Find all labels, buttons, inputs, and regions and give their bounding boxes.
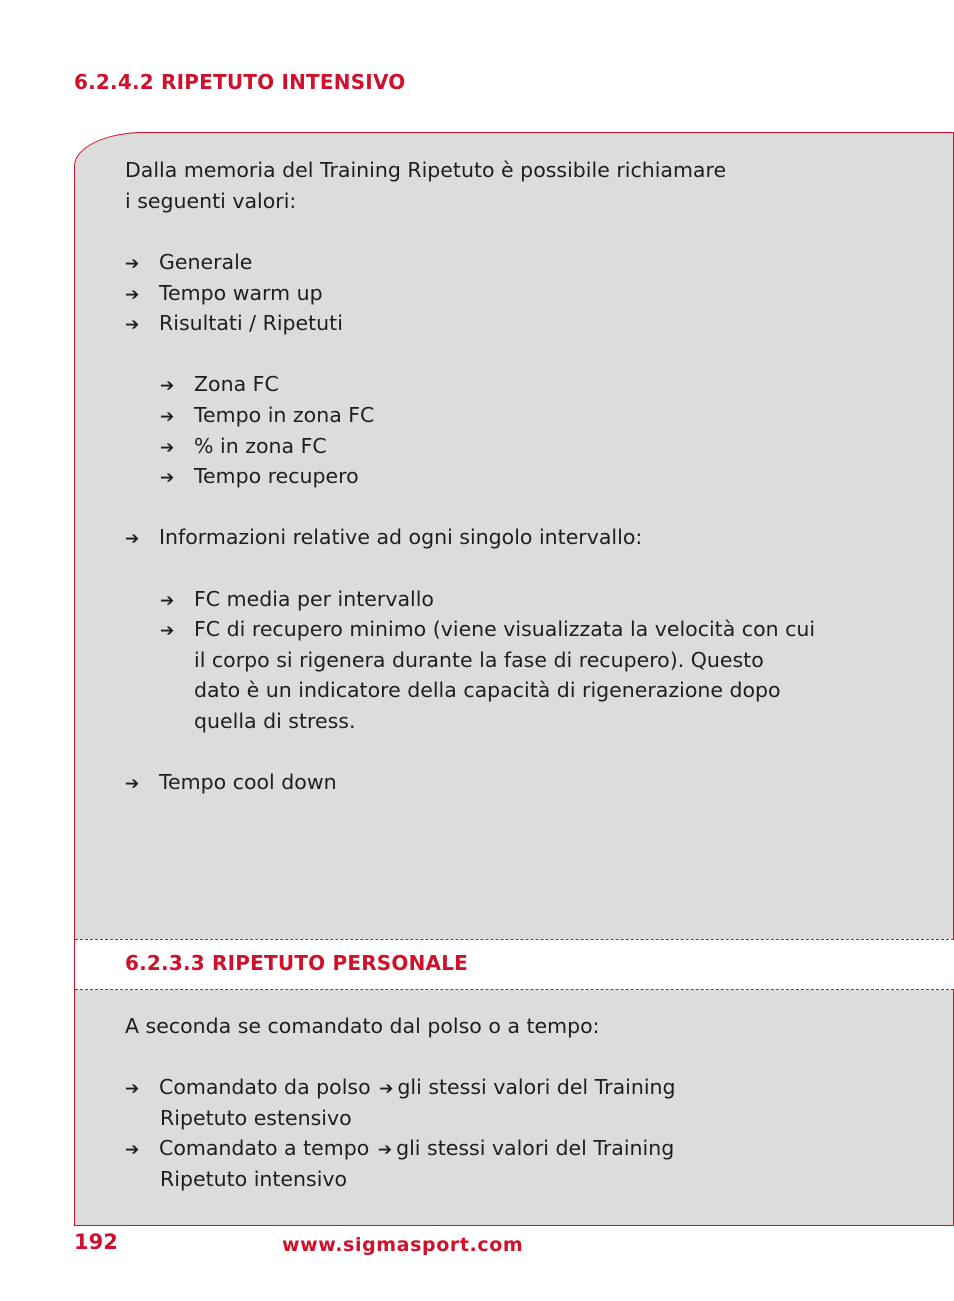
list-item-label: % in zona FC — [194, 434, 327, 458]
list-item-label: Tempo recupero — [194, 464, 359, 488]
list-item-label: Comandato a tempo — [159, 1136, 370, 1160]
sublist-item-time-in-zone — [160, 400, 374, 433]
list-item-results — [125, 308, 343, 341]
intro-line-2: i seguenti valori: — [125, 189, 297, 213]
arrow-icon: ➔ — [160, 591, 175, 611]
sublist-item-continuation: il corpo si rigenera durante la fase di recupero). Questo — [194, 648, 764, 672]
sublist-item-recovery-time — [160, 461, 359, 494]
sublist-item-continuation: dato è un indicatore della capacità di rigenerazione dopo — [194, 678, 781, 702]
list-item-label: Tempo cool down — [159, 770, 337, 794]
list-item-wrist-mode — [125, 1072, 676, 1105]
arrow-icon: ➔ — [125, 285, 140, 305]
arrow-icon: ➔ — [125, 1140, 140, 1160]
arrow-icon: ➔ — [125, 774, 140, 794]
subsection-heading: 6.2.3.3 RIPETUTO PERSONALE — [125, 951, 469, 975]
list-item-label: gli stessi valori del Training — [396, 1136, 675, 1160]
list-item-time-mode — [125, 1133, 674, 1166]
footer-url: www.sigmasport.com — [282, 1234, 524, 1256]
list-item-label: FC di recupero minimo (viene visualizzata la velocità con cui — [194, 617, 816, 641]
list-item-label: Zona FC — [194, 372, 279, 396]
list-item-label: FC media per intervallo — [194, 587, 434, 611]
sublist-item-continuation: quella di stress. — [194, 709, 356, 733]
list-item-label: gli stessi valori del Training — [397, 1075, 676, 1099]
sublist-item-avg-hr — [160, 584, 434, 617]
page-number: 192 — [74, 1230, 118, 1254]
list-item-label: Risultati / Ripetuti — [159, 311, 343, 335]
arrow-icon: ➔ — [160, 621, 175, 641]
sublist-item-percent-zone — [160, 431, 327, 464]
arrow-icon: ➔ — [125, 529, 140, 549]
list-item-label: Informazioni relative ad ogni singolo intervallo: — [159, 525, 643, 549]
arrow-icon: ➔ — [379, 1079, 394, 1099]
arrow-icon: ➔ — [125, 254, 140, 274]
section-heading: 6.2.4.2 RIPETUTO INTENSIVO — [74, 70, 406, 94]
list-item-warmup — [125, 278, 323, 311]
list-item-continuation: Ripetuto estensivo — [160, 1106, 352, 1130]
list-item-label: Comandato da polso — [159, 1075, 371, 1099]
arrow-icon: ➔ — [125, 1079, 140, 1099]
arrow-icon: ➔ — [377, 1140, 393, 1160]
intro-line-1: Dalla memoria del Training Ripetuto è possibile richiamare — [125, 158, 727, 182]
list-item-interval-info — [125, 522, 642, 555]
list-item-label: Tempo in zona FC — [194, 403, 375, 427]
section2-intro: A seconda se comandato dal polso o a tempo: — [125, 1014, 600, 1038]
arrow-icon: ➔ — [160, 468, 175, 488]
arrow-icon: ➔ — [160, 376, 175, 396]
sublist-item-zone — [160, 369, 279, 402]
list-item-continuation: Ripetuto intensivo — [160, 1167, 348, 1191]
list-item-cooldown — [125, 767, 337, 800]
subsection-band — [75, 939, 954, 990]
arrow-icon: ➔ — [160, 438, 175, 458]
arrow-icon: ➔ — [160, 407, 175, 427]
sublist-item-min-recovery-hr — [160, 614, 815, 647]
list-item-label: Generale — [159, 250, 253, 274]
arrow-icon: ➔ — [125, 315, 140, 335]
list-item-general — [125, 247, 252, 280]
list-item-label: Tempo warm up — [159, 281, 323, 305]
